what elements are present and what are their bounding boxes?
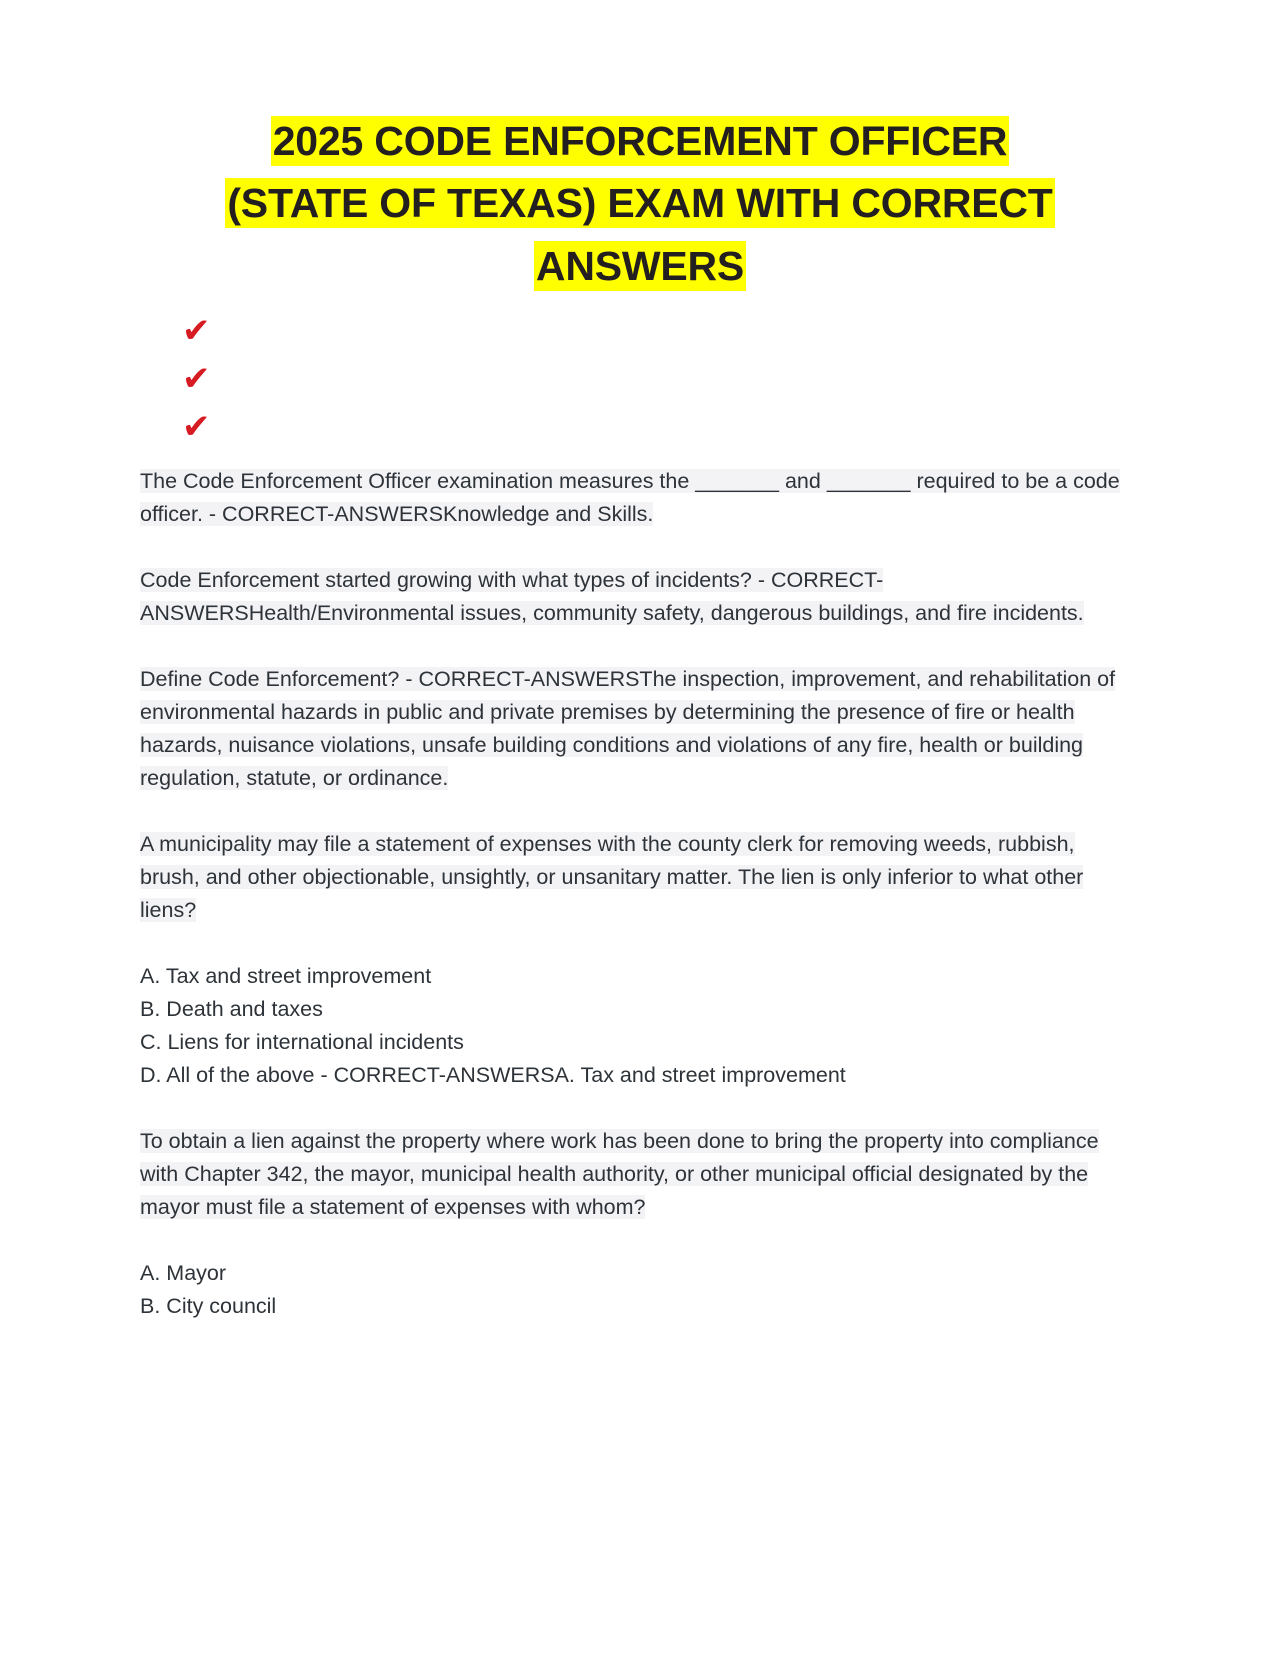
checkmark-icon: ✔: [182, 358, 211, 399]
answer-option: [140, 1257, 1140, 1290]
title-line-3: ANSWERS: [535, 242, 745, 289]
answer-option: [140, 1026, 1140, 1059]
paragraph-text: To obtain a lien against the property where work has been done to bring the property into compliance with Chapter 342, the mayor, municipal health authority, or other municipal official designated by the mayor must file a statement of expenses with whom?: [140, 1128, 1099, 1219]
checkmark-icon: ✔: [182, 406, 211, 447]
answer-option-text: B. Death and taxes: [140, 996, 323, 1021]
paragraph: [140, 564, 1140, 630]
answer-option-text: C. Liens for international incidents: [140, 1029, 464, 1054]
answer-option: [140, 960, 1140, 993]
paragraph-text: Define Code Enforcement? - CORRECT-ANSWERSThe inspection, improvement, and rehabilitation of environmental hazards in public and private premises by determining the presence of fire or health hazards, nuisance violations, unsafe building conditions and violations of any fire, health or building regulation, statute, or ordinance.: [140, 666, 1116, 790]
paragraph-text: Code Enforcement started growing with what types of incidents? - CORRECT-ANSWERSHealth/Environmental issues, community safety, dangerous buildings, and fire incidents.: [140, 567, 1084, 625]
paragraph-text: A municipality may file a statement of expenses with the county clerk for removing weeds, rubbish, brush, and other objectionable, unsightly, or unsanitary matter. The lien is only inferior to what other liens?: [140, 831, 1084, 922]
answer-option-text: A. Mayor: [140, 1260, 227, 1285]
answer-option-text: A. Tax and street improvement: [140, 963, 432, 988]
title-line-1: 2025 CODE ENFORCEMENT OFFICER: [272, 118, 1008, 164]
title-line-2: (STATE OF TEXAS) EXAM WITH CORRECT: [227, 180, 1053, 227]
page-title: [140, 110, 1140, 297]
checkmark-list: [182, 307, 1140, 451]
paragraph: [140, 465, 1140, 531]
answer-options-group: [140, 960, 1140, 1092]
paragraph: [140, 663, 1140, 795]
document-body: [140, 465, 1140, 1323]
answer-options-group: [140, 1257, 1140, 1323]
paragraph: [140, 828, 1140, 927]
answer-option: [140, 1059, 1140, 1092]
answer-option: [140, 993, 1140, 1026]
answer-option-text: B. City council: [140, 1293, 277, 1318]
checkmark-icon: ✔: [182, 310, 211, 351]
paragraph-text: The Code Enforcement Officer examination measures the _______ and _______ required to be a code officer. - CORRECT-ANSWERSKnowledge and Skills.: [140, 468, 1120, 526]
answer-option: [140, 1290, 1140, 1323]
paragraph: [140, 1125, 1140, 1224]
answer-option-text: D. All of the above - CORRECT-ANSWERSA. Tax and street improvement: [140, 1062, 846, 1087]
